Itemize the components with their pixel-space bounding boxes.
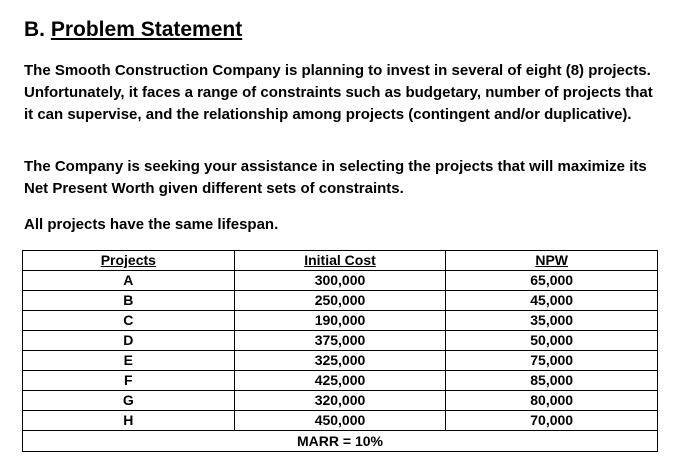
cell-initial-cost: 190,000 bbox=[234, 311, 446, 331]
table-row bbox=[23, 411, 658, 431]
cell-npw: 75,000 bbox=[446, 351, 658, 371]
cell-npw: 70,000 bbox=[446, 411, 658, 431]
cell-npw: 65,000 bbox=[446, 271, 658, 291]
cell-project: B bbox=[23, 291, 235, 311]
cell-project: E bbox=[23, 351, 235, 371]
table-row bbox=[23, 351, 658, 371]
cell-project: D bbox=[23, 331, 235, 351]
table-row bbox=[23, 331, 658, 351]
cell-project: F bbox=[23, 371, 235, 391]
cell-initial-cost: 325,000 bbox=[234, 351, 446, 371]
section-prefix: B. bbox=[24, 18, 45, 41]
section-title: Problem Statement bbox=[50, 18, 243, 41]
objective-paragraph: The Company is seeking your assistance in selecting the projects that will maximize its Net Present Worth given different sets of constraints. bbox=[24, 158, 647, 197]
table-row bbox=[23, 271, 658, 291]
cell-project: A bbox=[23, 271, 235, 291]
cell-project: H bbox=[23, 411, 235, 431]
lifespan-note: All projects have the same lifespan. bbox=[24, 216, 279, 233]
table-header-row bbox=[23, 251, 658, 271]
cell-project: C bbox=[23, 311, 235, 331]
cell-initial-cost: 450,000 bbox=[234, 411, 446, 431]
cell-initial-cost: 320,000 bbox=[234, 391, 446, 411]
table-footer-row bbox=[23, 431, 658, 452]
cell-npw: 85,000 bbox=[446, 371, 658, 391]
marr-note: MARR = 10% bbox=[23, 431, 658, 452]
cell-project: G bbox=[23, 391, 235, 411]
header-npw: NPW bbox=[446, 251, 658, 271]
table-row bbox=[23, 371, 658, 391]
cell-initial-cost: 250,000 bbox=[234, 291, 446, 311]
cell-npw: 80,000 bbox=[446, 391, 658, 411]
section-heading bbox=[24, 18, 242, 42]
intro-paragraph: The Smooth Construction Company is planning to invest in several of eight (8) projects. Unfortunately, it faces a range of constraints such as budgetary, number of projects that it can supervise, and the relationship among projects (contingent and/or duplicative). bbox=[24, 62, 653, 123]
cell-initial-cost: 300,000 bbox=[234, 271, 446, 291]
projects-table bbox=[22, 250, 658, 452]
header-projects: Projects bbox=[23, 251, 235, 271]
table-row bbox=[23, 291, 658, 311]
cell-npw: 35,000 bbox=[446, 311, 658, 331]
table-row bbox=[23, 311, 658, 331]
table-body bbox=[23, 271, 658, 452]
cell-npw: 45,000 bbox=[446, 291, 658, 311]
cell-npw: 50,000 bbox=[446, 331, 658, 351]
table-row bbox=[23, 391, 658, 411]
cell-initial-cost: 375,000 bbox=[234, 331, 446, 351]
header-initial-cost: Initial Cost bbox=[234, 251, 446, 271]
cell-initial-cost: 425,000 bbox=[234, 371, 446, 391]
